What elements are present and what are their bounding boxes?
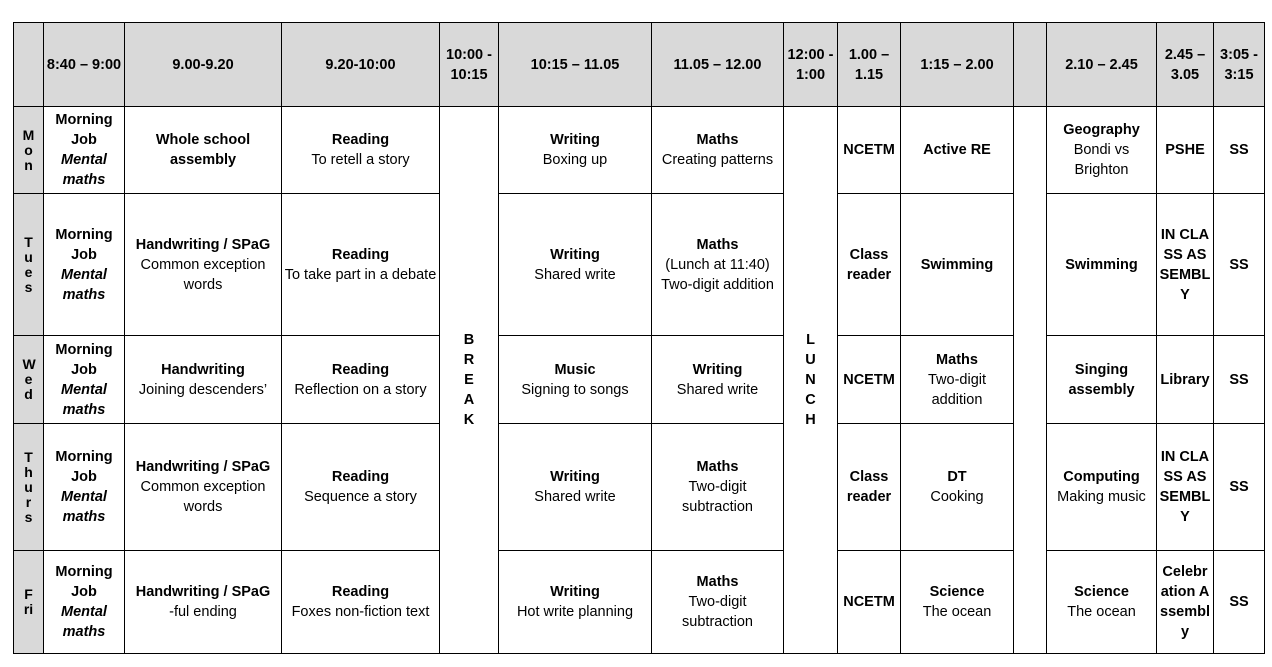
morning-job-cell: Morning Job Mental maths bbox=[44, 551, 125, 654]
lesson-cell: Reading Reflection on a story bbox=[282, 336, 440, 424]
break-column: BREAK bbox=[440, 107, 499, 654]
header-time-0115: 1:15 – 2.00 bbox=[901, 23, 1014, 107]
lesson-cell: Writing Shared write bbox=[499, 194, 652, 336]
lesson-cell: Science The ocean bbox=[1047, 551, 1157, 654]
lesson-cell: Maths (Lunch at 11:40) Two-digit addition bbox=[652, 194, 784, 336]
lesson-cell: SS bbox=[1214, 194, 1265, 336]
lunch-column: LUNCH bbox=[784, 107, 838, 654]
lesson-cell: Science The ocean bbox=[901, 551, 1014, 654]
lesson-cell: NCETM bbox=[838, 107, 901, 194]
lesson-cell: NCETM bbox=[838, 336, 901, 424]
header-time-0900: 9.00-9.20 bbox=[125, 23, 282, 107]
lesson-cell: Maths Two-digit addition bbox=[901, 336, 1014, 424]
row-fri bbox=[14, 551, 1265, 654]
blank-column bbox=[1014, 107, 1047, 654]
header-time-1000: 10:00 - 10:15 bbox=[440, 23, 499, 107]
morning-job-cell: Morning Job Mental maths bbox=[44, 194, 125, 336]
lesson-cell: Whole school assembly bbox=[125, 107, 282, 194]
day-label: Wed bbox=[14, 336, 44, 424]
lesson-cell: SS bbox=[1214, 336, 1265, 424]
lesson-cell: Reading Foxes non-fiction text bbox=[282, 551, 440, 654]
row-mon bbox=[14, 107, 1265, 194]
header-time-0210: 2.10 – 2.45 bbox=[1047, 23, 1157, 107]
lesson-cell: IN CLASS ASSEMBLY bbox=[1157, 424, 1214, 551]
lesson-cell: Library bbox=[1157, 336, 1214, 424]
lesson-cell: DT Cooking bbox=[901, 424, 1014, 551]
day-label: Tues bbox=[14, 194, 44, 336]
lesson-cell: Swimming bbox=[901, 194, 1014, 336]
lesson-cell: Music Signing to songs bbox=[499, 336, 652, 424]
lesson-cell: Writing Hot write planning bbox=[499, 551, 652, 654]
header-time-0245: 2.45 – 3.05 bbox=[1157, 23, 1214, 107]
header-time-0100: 1.00 – 1.15 bbox=[838, 23, 901, 107]
lesson-cell: Handwriting Joining descenders’ bbox=[125, 336, 282, 424]
lesson-cell: Reading Sequence a story bbox=[282, 424, 440, 551]
header-time-0920: 9.20-10:00 bbox=[282, 23, 440, 107]
day-label: Thurs bbox=[14, 424, 44, 551]
lesson-cell: Maths Two-digit subtraction bbox=[652, 551, 784, 654]
lesson-cell: PSHE bbox=[1157, 107, 1214, 194]
lesson-cell: Writing Boxing up bbox=[499, 107, 652, 194]
day-label: Mon bbox=[14, 107, 44, 194]
lesson-cell: SS bbox=[1214, 107, 1265, 194]
header-row bbox=[14, 23, 1265, 107]
lesson-cell: Reading To take part in a debate bbox=[282, 194, 440, 336]
header-blank bbox=[1014, 23, 1047, 107]
lesson-cell: Singing assembly bbox=[1047, 336, 1157, 424]
lesson-cell: Geography Bondi vs Brighton bbox=[1047, 107, 1157, 194]
lesson-cell: Handwriting / SPaG Common exception words bbox=[125, 424, 282, 551]
lesson-cell: Writing Shared write bbox=[499, 424, 652, 551]
lesson-cell: Class reader bbox=[838, 424, 901, 551]
lesson-cell: Class reader bbox=[838, 194, 901, 336]
row-tues bbox=[14, 194, 1265, 336]
header-time-1015: 10:15 – 11.05 bbox=[499, 23, 652, 107]
weekly-timetable bbox=[13, 22, 1265, 654]
header-time-0305: 3:05 - 3:15 bbox=[1214, 23, 1265, 107]
lesson-cell: Active RE bbox=[901, 107, 1014, 194]
lesson-cell: Maths Creating patterns bbox=[652, 107, 784, 194]
lesson-cell: Celebration Assembly bbox=[1157, 551, 1214, 654]
row-thurs bbox=[14, 424, 1265, 551]
lesson-cell: Handwriting / SPaG Common exception words bbox=[125, 194, 282, 336]
lesson-cell: IN CLASS ASSEMBLY bbox=[1157, 194, 1214, 336]
lesson-cell: Reading To retell a story bbox=[282, 107, 440, 194]
morning-job-cell: Morning Job Mental maths bbox=[44, 336, 125, 424]
lesson-cell: SS bbox=[1214, 424, 1265, 551]
lesson-cell: Computing Making music bbox=[1047, 424, 1157, 551]
header-time-0840: 8:40 – 9:00 bbox=[44, 23, 125, 107]
morning-job-cell: Morning Job Mental maths bbox=[44, 107, 125, 194]
lesson-cell: Writing Shared write bbox=[652, 336, 784, 424]
header-time-1105: 11.05 – 12.00 bbox=[652, 23, 784, 107]
morning-job-cell: Morning Job Mental maths bbox=[44, 424, 125, 551]
row-wed bbox=[14, 336, 1265, 424]
lesson-cell: Handwriting / SPaG -ful ending bbox=[125, 551, 282, 654]
day-label: Fri bbox=[14, 551, 44, 654]
header-corner bbox=[14, 23, 44, 107]
timetable-wrapper bbox=[13, 22, 1265, 654]
header-time-1200: 12:00 - 1:00 bbox=[784, 23, 838, 107]
lesson-cell: NCETM bbox=[838, 551, 901, 654]
lesson-cell: SS bbox=[1214, 551, 1265, 654]
lesson-cell: Maths Two-digit subtraction bbox=[652, 424, 784, 551]
lesson-cell: Swimming bbox=[1047, 194, 1157, 336]
